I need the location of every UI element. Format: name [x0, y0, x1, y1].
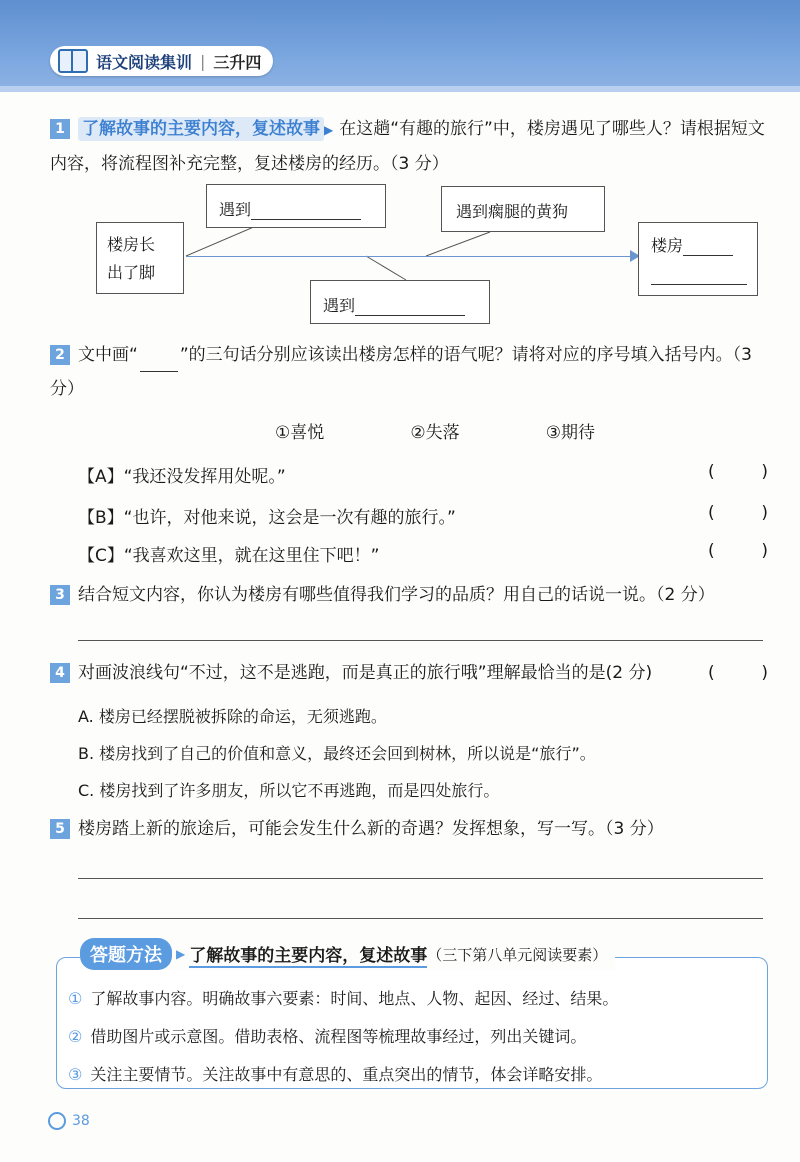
flow-start-box — [96, 222, 184, 294]
item-text: 关注主要情节。关注故事中有意思的、重点突出的情节，体会详略安排。 — [90, 1065, 603, 1084]
choice-c: C. 楼房找到了许多朋友，所以它不再逃跑，而是四处旅行。 — [78, 781, 500, 800]
book-title: 语文阅读集训 — [96, 52, 193, 72]
question-text: 在这趟“有趣的旅行”中，楼房遇见了哪些人？请根据短文内容，将流程图补充完整，复述楼房的经历。（3 分） — [50, 119, 765, 174]
flow-start-line2: 出了脚 — [107, 263, 156, 282]
method-item — [68, 1024, 586, 1047]
flow-chart — [96, 180, 766, 330]
question-text-before: 文中画“ — [78, 345, 138, 365]
question-text-after: ”的三句话分别应该读出楼房怎样的语气呢？请将对应的序号填入括号内。（3 分） — [50, 345, 752, 399]
method-title: 了解故事的主要内容，复述故事 — [189, 941, 427, 968]
paren-open: ( — [708, 503, 715, 523]
answer-line[interactable] — [78, 918, 763, 919]
choice-b: B. 楼房找到了自己的价值和意义，最终还会回到树林，所以说是“旅行”。 — [78, 744, 596, 763]
flow-arrow-line — [186, 256, 638, 257]
method-pill: 答题方法 — [80, 938, 172, 970]
sun-icon — [48, 1112, 66, 1130]
page-number: 38 — [72, 1113, 90, 1129]
question-2 — [50, 338, 770, 406]
question-text: 楼房踏上新的旅途后，可能会发生什么新的奇遇？发挥想象，写一写。（3 分） — [78, 819, 664, 839]
option-item: ③期待 — [545, 423, 595, 443]
page-header — [0, 0, 800, 92]
fill-blank[interactable] — [355, 296, 465, 316]
item-text: 了解故事内容。明确故事六要素：时间、地点、人物、起因、经过、结果。 — [90, 989, 619, 1008]
question-3 — [50, 578, 770, 612]
paren-close: ) — [761, 663, 768, 683]
answer-parens[interactable] — [708, 656, 768, 690]
question-5 — [50, 812, 770, 846]
question-number: 1 — [50, 119, 70, 139]
answer-parens[interactable] — [708, 462, 768, 487]
sentence-c — [78, 541, 768, 566]
question-number: 2 — [50, 345, 70, 365]
page-footer — [48, 1112, 90, 1130]
flow-end-box — [638, 222, 758, 296]
item-text: 借助图片或示意图。借助表格、流程图等梳理故事经过，列出关键词。 — [90, 1027, 587, 1046]
flow-box-met3 — [441, 186, 605, 232]
book-icon — [58, 49, 88, 73]
option-item: ①喜悦 — [275, 423, 325, 443]
method-item — [68, 986, 618, 1009]
flow-met3-label: 遇到瘸腿的黄狗 — [456, 202, 569, 221]
answer-line[interactable] — [78, 878, 763, 879]
question-text: 对画波浪线句“不过，这不是逃跑，而是真正的旅行哦”理解最恰当的是(2 分) — [78, 663, 653, 683]
question-4 — [50, 656, 770, 690]
paren-open: ( — [708, 462, 715, 482]
underline-sample — [140, 355, 178, 372]
flow-met1-label: 遇到 — [219, 200, 252, 219]
option-item: ②失落 — [410, 423, 460, 443]
method-header — [80, 938, 615, 970]
paren-close: ) — [761, 503, 768, 523]
badge-separator: | — [200, 51, 206, 71]
question-number: 3 — [50, 585, 70, 605]
answer-parens[interactable] — [708, 541, 768, 566]
method-item — [68, 1062, 602, 1085]
tone-options — [275, 418, 595, 443]
question-1 — [50, 112, 770, 181]
answer-parens[interactable] — [708, 503, 768, 528]
paren-close: ) — [761, 541, 768, 561]
item-number: ① — [68, 989, 83, 1008]
fill-blank[interactable] — [251, 200, 361, 220]
method-arrow-icon: ▶ — [176, 947, 186, 961]
paren-open: ( — [708, 541, 715, 561]
skill-tag: 了解故事的主要内容，复述故事 — [78, 117, 324, 141]
paren-open: ( — [708, 663, 715, 683]
book-grade: 三升四 — [213, 52, 262, 72]
book-badge — [50, 46, 273, 76]
fill-blank[interactable] — [683, 236, 733, 256]
sentence-a — [78, 462, 768, 487]
fill-blank[interactable] — [651, 264, 747, 285]
question-number: 5 — [50, 819, 70, 839]
item-number: ② — [68, 1027, 83, 1046]
method-subtitle: （三下第八单元阅读要素） — [427, 945, 608, 964]
flow-met2-label: 遇到 — [323, 296, 356, 315]
paren-close: ) — [761, 462, 768, 482]
sentence-text: 【B】“也许，对他来说，这会是一次有趣的旅行。” — [78, 508, 456, 528]
flow-end-label: 楼房 — [651, 236, 684, 255]
question-text: 结合短文内容，你认为楼房有哪些值得我们学习的品质？用自己的话说一说。（2 分） — [78, 585, 715, 605]
sentence-b — [78, 503, 768, 528]
flow-start-line1: 楼房长 — [107, 235, 156, 254]
answer-line[interactable] — [78, 640, 763, 641]
item-number: ③ — [68, 1065, 83, 1084]
flow-box-met1 — [206, 184, 386, 228]
flow-box-met2 — [310, 280, 490, 324]
question-number: 4 — [50, 663, 70, 683]
sentence-text: 【C】“我喜欢这里，就在这里住下吧！” — [78, 546, 380, 566]
choice-a: A. 楼房已经摆脱被拆除的命运，无须逃跑。 — [78, 707, 387, 726]
tag-arrow-icon: ▶ — [324, 123, 334, 137]
sentence-text: 【A】“我还没发挥用处呢。” — [78, 467, 286, 487]
